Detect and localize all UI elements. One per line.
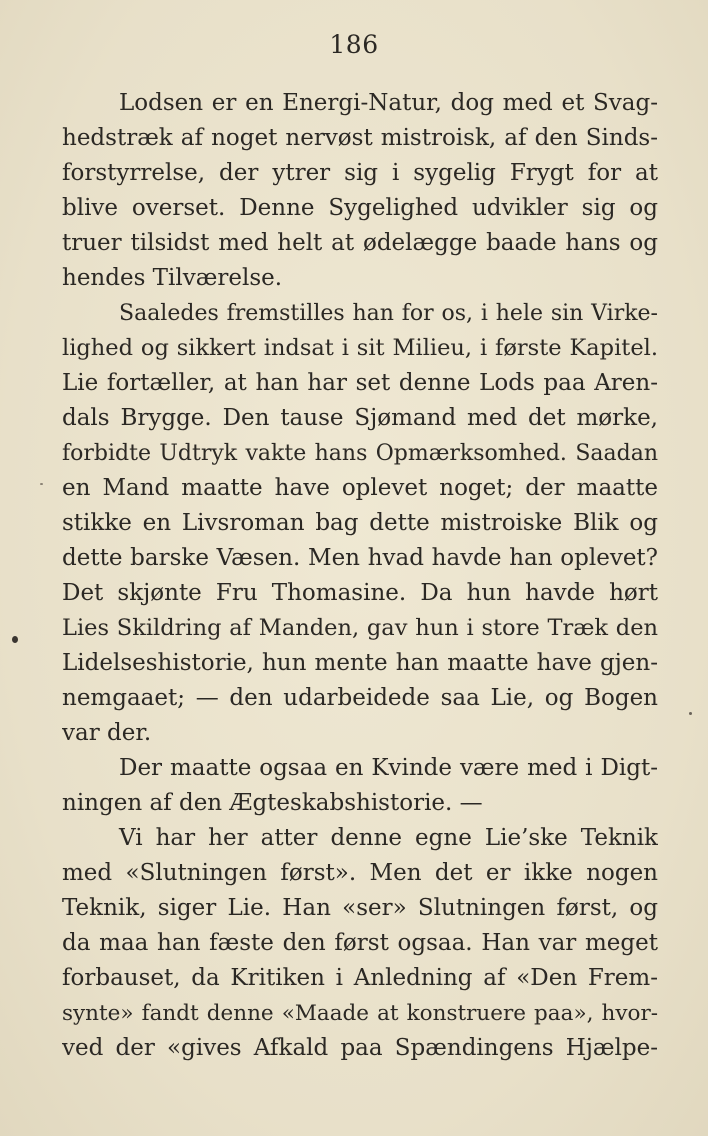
text-line: blive overset. Denne Sygelighed udvikler sig og: [62, 195, 658, 221]
text-line: dette barske Væsen. Men hvad havde han oplevet?: [62, 545, 658, 571]
text-line: dals Brygge. Den tause Sjømand med det mørke,: [62, 405, 658, 431]
ink-speck: [40, 483, 43, 485]
text-line: forbauset, da Kritiken i Anledning af «Den Frem-: [62, 965, 658, 991]
text-line: truer tilsidst med helt at ødelægge baade hans og: [62, 230, 658, 256]
text-line: Lidelseshistorie, hun mente han maatte have gjen-: [62, 650, 658, 676]
text-line: stikke en Livsroman bag dette mistroiske Blik og: [62, 510, 658, 536]
text-line: med «Slutningen først». Men det er ikke nogen: [62, 860, 658, 886]
text-line: Vi har her atter denne egne Lie’ske Teknik: [119, 825, 658, 851]
text-line: forstyrrelse, der ytrer sig i sygelig Frygt for at: [62, 160, 658, 186]
text-line: Teknik, siger Lie. Han «ser» Slutningen først, og: [62, 895, 658, 921]
text-line: lighed og sikkert indsat i sit Milieu, i første Kapitel.: [62, 335, 658, 361]
ink-speck: [689, 712, 692, 715]
text-line: ningen af den Ægteskabshistorie. —: [62, 790, 483, 816]
text-line: da maa han fæste den først ogsaa. Han var meget: [62, 930, 658, 956]
text-line: Lies Skildring af Manden, gav hun i store Træk den: [62, 615, 658, 641]
text-line: var der.: [62, 720, 152, 746]
text-line: Lie fortæller, at han har set denne Lods paa Aren-: [62, 370, 658, 396]
text-line: synte» fandt denne «Maade at konstruere paa», hvor-: [62, 1001, 658, 1026]
text-line: ved der «gives Afkald paa Spændingens Hjælpe-: [62, 1035, 658, 1061]
ink-speck: [12, 636, 18, 643]
text-line: forbidte Udtryk vakte hans Opmærksomhed. Saadan: [62, 441, 658, 466]
body-text: [62, 86, 658, 1066]
text-line: hendes Tilværelse.: [62, 265, 283, 291]
text-line: nemgaaet; — den udarbeidede saa Lie, og Bogen: [62, 685, 658, 711]
text-line: Der maatte ogsaa en Kvinde være med i Digt-: [119, 755, 658, 781]
text-line: en Mand maatte have oplevet noget; der maatte: [62, 475, 658, 501]
page-number: 186: [329, 30, 379, 59]
text-line: Det skjønte Fru Thomasine. Da hun havde hørt: [62, 580, 658, 606]
text-line: Lodsen er en Energi-Natur, dog med et Svag-: [119, 90, 658, 116]
text-line: hedstræk af noget nervøst mistroisk, af den Sinds-: [62, 125, 658, 151]
text-line: Saaledes fremstilles han for os, i hele sin Virke-: [119, 301, 658, 326]
